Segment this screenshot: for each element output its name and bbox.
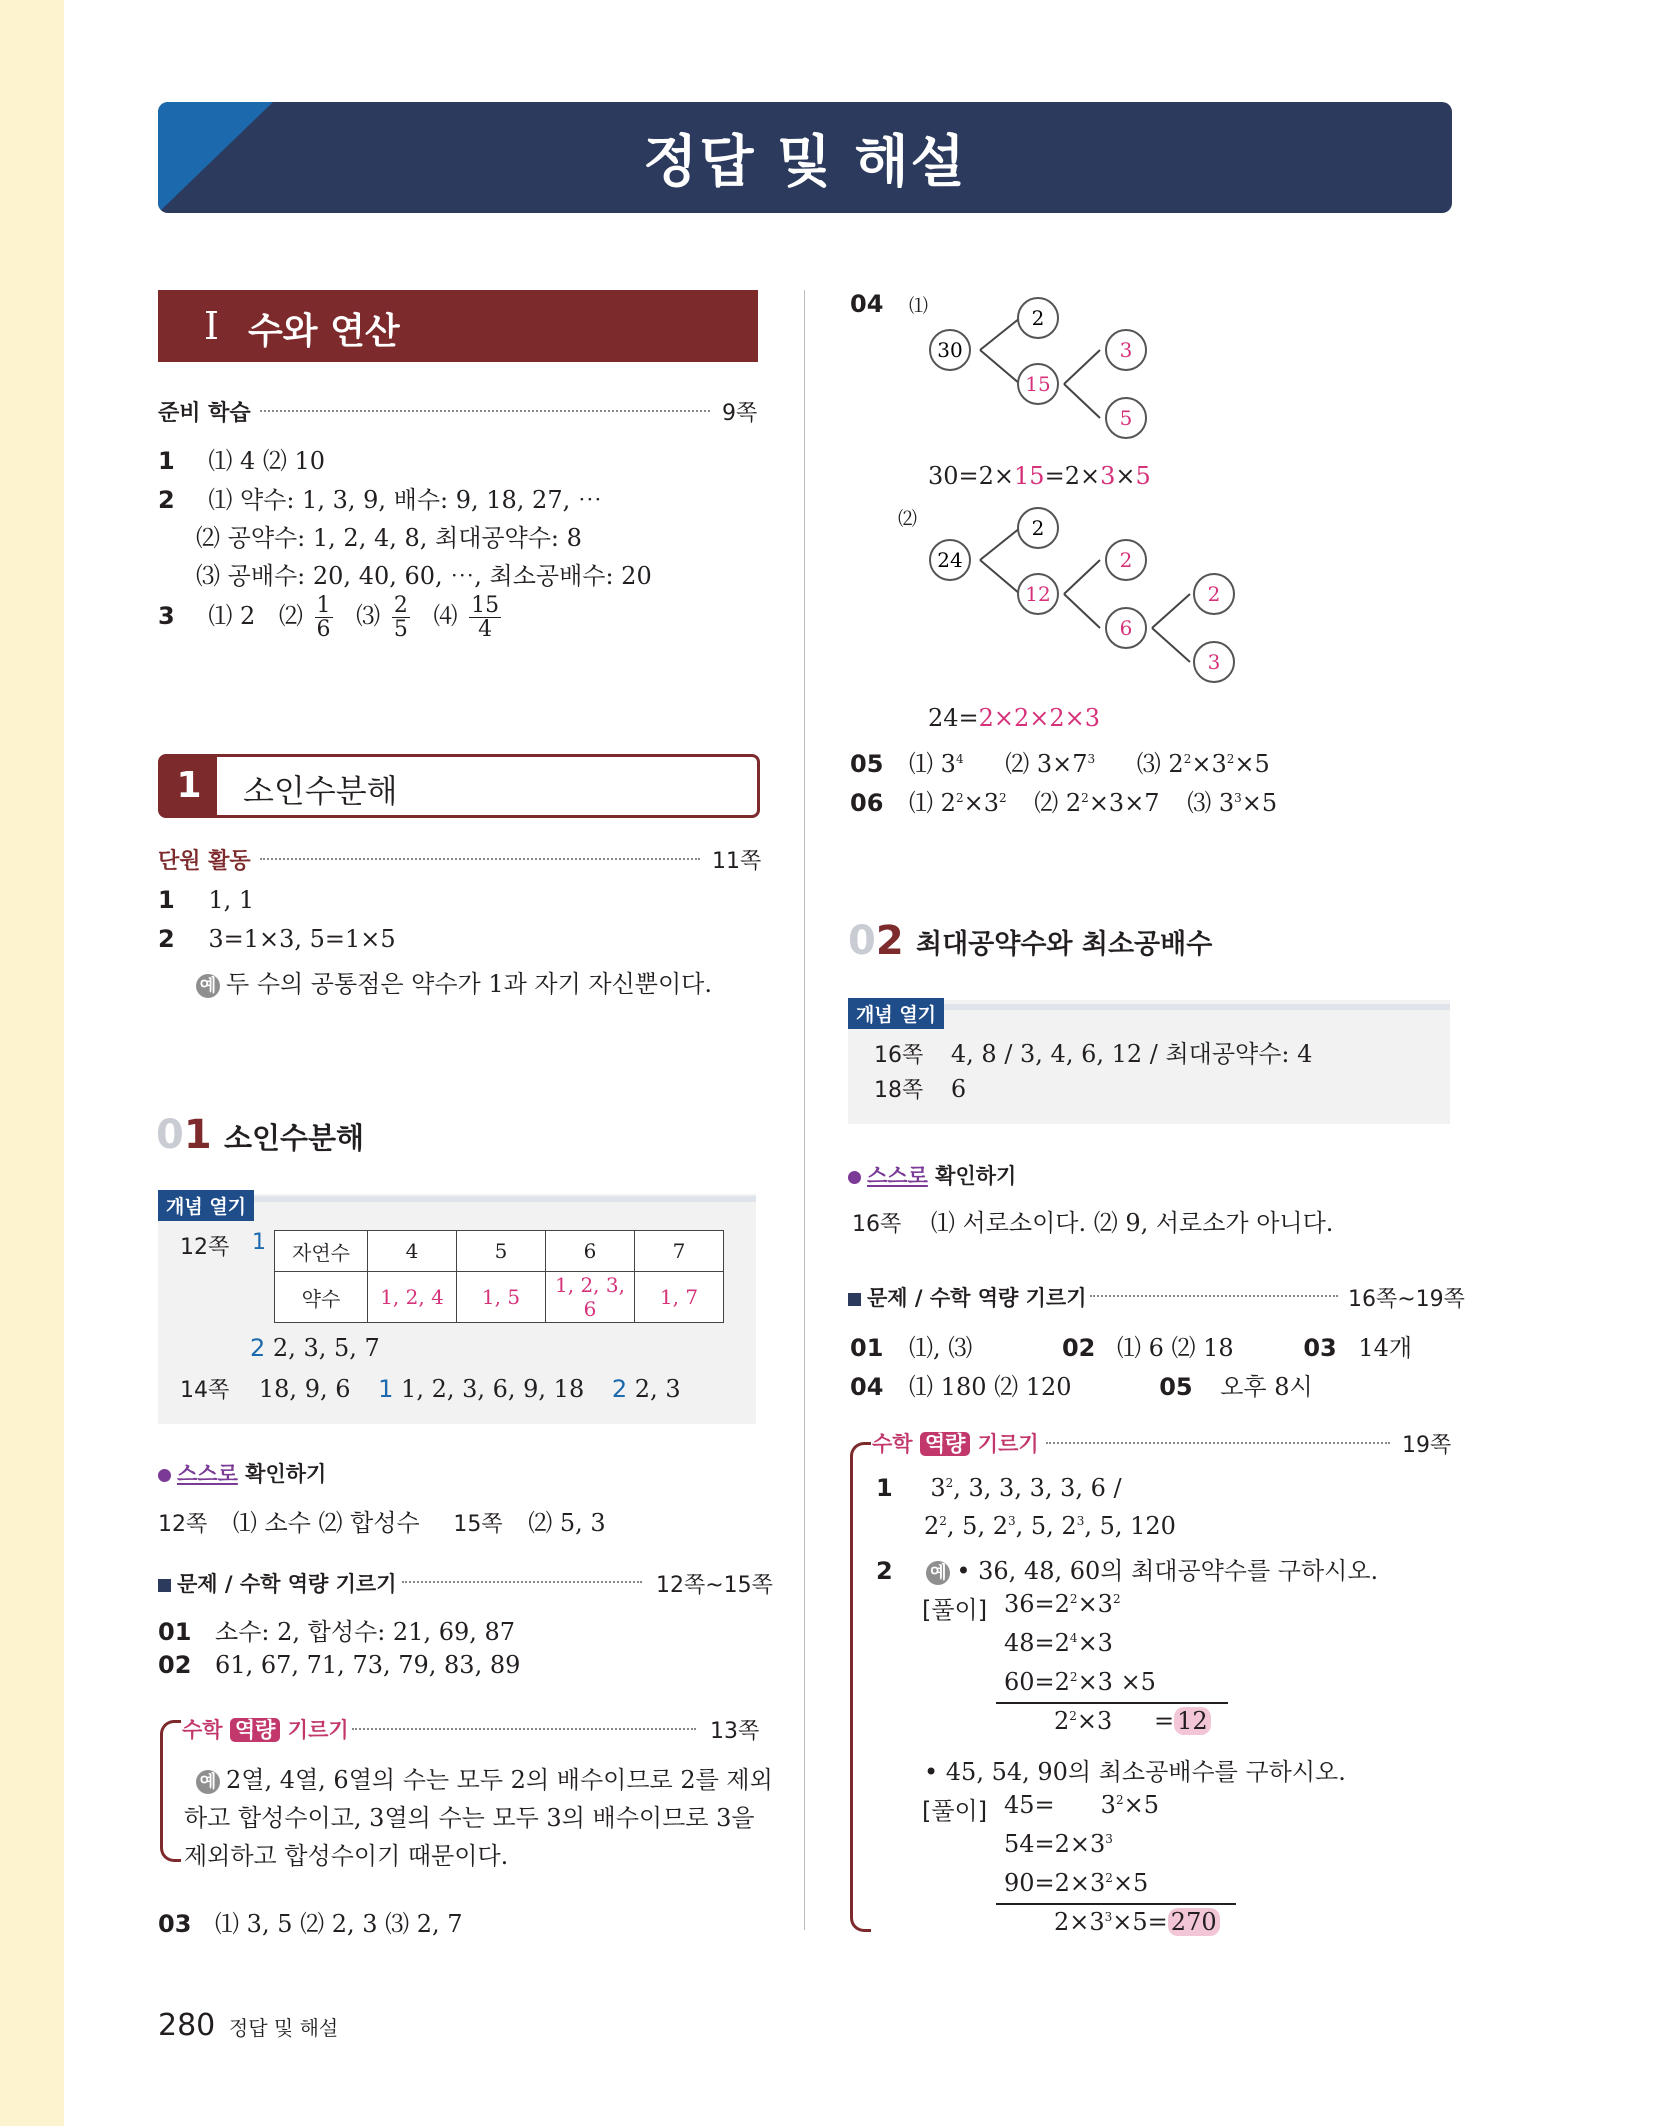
svg-text:6: 6 (1119, 616, 1133, 640)
square-bullet (158, 1579, 171, 1592)
svg-text:3: 3 (1207, 650, 1221, 674)
concept-tag: 개념 열기 (848, 998, 944, 1029)
fraction: $\frac{1}{6}$ (316, 593, 331, 643)
bullet-dot (158, 1469, 171, 1482)
answer-01: 01 소수: 2, 합성수: 21, 69, 87 (158, 1618, 516, 1646)
answer-04-label: 04 ⑴ (850, 290, 929, 318)
concept-item-1: 1 (252, 1230, 266, 1255)
prep-item-2c: ⑶ 공배수: 20, 40, 60, ⋯, 최소공배수: 20 (196, 562, 652, 590)
factor-tree-24 (900, 500, 1260, 690)
math-line-3: 제외하고 합성수이기 때문이다. (184, 1842, 509, 1870)
page-banner (158, 102, 1452, 213)
gcd-line-48: $48=2^4\times 3$ (1004, 1629, 1113, 1657)
math-answer-1a: 1 $3^2$, 3, 3, 3, 3, 6 / (876, 1474, 1122, 1502)
prep-page: 9쪽 (722, 401, 758, 426)
math-competency-page-02: 19쪽 (1402, 1433, 1452, 1458)
fraction: $\frac{15}{4}$ (471, 593, 500, 643)
unit-activity-page: 11쪽 (712, 849, 762, 874)
svg-text:3: 3 (1119, 338, 1133, 362)
math-answer-1b: $2^2$, 5, $2^3$, 5, $2^3$, 5, 120 (924, 1512, 1176, 1540)
gcd-result: $2^2\times 3 = 12$ (1054, 1707, 1211, 1735)
answer-04-part2: ⑵ (898, 508, 918, 530)
example-badge: 예 (196, 1770, 220, 1794)
chapter-title: 수와 연산 (248, 311, 400, 352)
problems-heading: 문제 / 수학 역량 기르기 (158, 1568, 397, 1598)
prep-item-3: 3 ⑴ 2 ⑵ $\frac{1}{6}$ ⑶ $\frac{2}{5}$ ⑷ $\frac{15}{4}$ (158, 593, 500, 643)
svg-text:15: 15 (1025, 372, 1051, 396)
activity-item-1: 1 1, 1 (158, 886, 255, 914)
section-02-number: 02 (848, 918, 904, 964)
section-01-title: 소인수분해 (224, 1121, 365, 1155)
gcd-line-36: $36=2^2\times 3^2$ (1004, 1590, 1121, 1618)
math-competency-heading-02: 수학 역량 기르기 (872, 1428, 1045, 1458)
gcd-rule (996, 1702, 1228, 1704)
section-01-number: 01 (156, 1112, 212, 1158)
page-title: 정답 및 해설 (643, 130, 967, 195)
leader-dots (1046, 1442, 1390, 1444)
svg-text:2: 2 (1207, 582, 1221, 606)
leader-dots (402, 1581, 642, 1583)
factor-tree-30 (900, 290, 1180, 450)
unit-header (158, 754, 760, 818)
answer-03: 03 ⑴ 3, 5 ⑵ 2, 3 ⑶ 2, 7 (158, 1910, 463, 1938)
leader-dots (260, 410, 710, 412)
unit-title: 소인수분해 (243, 772, 398, 810)
page-footer (158, 2008, 338, 2043)
self-check-line-02: 16쪽 ⑴ 서로소이다. ⑵ 9, 서로소가 아니다. (852, 1209, 1334, 1237)
lcm-rule (996, 1903, 1236, 1905)
answer-row-2: 04 ⑴ 180 ⑵ 120 05 오후 8시 (850, 1373, 1313, 1401)
prep-item-2: 2 ⑴ 약수: 1, 3, 9, 배수: 9, 18, 27, ⋯ (158, 486, 602, 514)
section-02-title: 최대공약수와 최소공배수 (916, 929, 1213, 960)
activity-item-2: 2 3=1×3, 5=1×5 (158, 925, 396, 953)
answer-02: 02 61, 67, 71, 73, 79, 83, 89 (158, 1651, 521, 1679)
concept-page-12: 12쪽 (180, 1235, 230, 1260)
factorization-30: 30=2×15=2×3×5 (928, 462, 1151, 490)
prep-item-2b: ⑵ 공약수: 1, 2, 4, 8, 최대공약수: 8 (196, 524, 582, 552)
footer-label: 정답 및 해설 (228, 2016, 339, 2040)
unit-activity-label: 단원 활동 (158, 849, 251, 874)
leader-dots (1090, 1295, 1338, 1297)
problems-heading-02: 문제 / 수학 역량 기르기 (848, 1282, 1087, 1312)
fraction: $\frac{2}{5}$ (393, 593, 408, 643)
chapter-header (158, 290, 758, 362)
page-number: 280 (158, 2008, 216, 2043)
solution-label-2: [풀이] (922, 1797, 988, 1825)
concept-page-16: 16쪽 4, 8 / 3, 4, 6, 12 / 최대공약수: 4 (874, 1040, 1313, 1068)
lcm-line-90: $90=2\times 3^2\times 5$ (1004, 1869, 1149, 1897)
chapter-number: Ⅰ (204, 304, 220, 348)
concept-page-14: 14쪽 18, 9, 6 1 1, 2, 3, 6, 9, 18 2 2, 3 (180, 1375, 681, 1403)
concept-item-2: 2 2, 3, 5, 7 (250, 1334, 380, 1362)
answer-row-1: 01 ⑴, ⑶ 02 ⑴ 6 ⑵ 18 03 14개 (850, 1334, 1413, 1362)
lcm-result: $2\times 3^3\times 5= 270$ (1054, 1908, 1220, 1936)
prep-item-1: 1 ⑴ 4 ⑵ 10 (158, 447, 326, 475)
svg-text:30: 30 (937, 338, 963, 362)
problems-page-02: 16쪽~19쪽 (1348, 1287, 1465, 1312)
problems-page: 12쪽~15쪽 (656, 1573, 773, 1598)
unit-number: 1 (161, 757, 217, 815)
bullet-dot (848, 1171, 861, 1184)
math-answer-2b: • 45, 54, 90의 최소공배수를 구하시오. (924, 1758, 1346, 1786)
svg-text:2: 2 (1031, 306, 1045, 330)
svg-text:24: 24 (937, 548, 963, 572)
svg-text:12: 12 (1025, 582, 1051, 606)
math-bracket-02 (850, 1442, 871, 1932)
self-check-heading-02: 스스로 확인하기 (848, 1160, 1016, 1190)
concept-page-18: 18쪽 6 (874, 1075, 967, 1103)
answer-06: 06 ⑴ $2^2\times 3^2$ ⑵ $2^2\times 3\times 7$ ⑶ $3^3\times 5$ (850, 789, 1278, 817)
lcm-line-45: $45= 3^2\times 5$ (1004, 1791, 1159, 1819)
page-edge-strip (0, 0, 64, 2126)
prep-label: 준비 학습 (158, 401, 251, 426)
factorization-24: 24=2×2×2×3 (928, 704, 1101, 732)
math-bracket (160, 1720, 181, 1862)
svg-text:2: 2 (1119, 548, 1133, 572)
svg-text:5: 5 (1119, 406, 1133, 430)
activity-example: 예 두 수의 공통점은 약수가 1과 자기 자신뿐이다. (196, 964, 712, 999)
leader-dots (352, 1728, 696, 1730)
math-line-1: 예 2열, 4열, 6열의 수는 모두 2의 배수이므로 2를 제외 (196, 1760, 773, 1795)
divisors-table: 자연수 4 5 6 7 약수 1, 2, 4 1, 5 1, 2, 3, 6 1, 7 (274, 1230, 724, 1323)
self-check-line: 12쪽 ⑴ 소수 ⑵ 합성수 15쪽 ⑵ 5, 3 (158, 1509, 606, 1537)
square-bullet (848, 1293, 861, 1306)
svg-text:2: 2 (1031, 516, 1045, 540)
column-divider (804, 290, 805, 1930)
example-badge: 예 (196, 974, 220, 998)
concept-tag: 개념 열기 (158, 1190, 254, 1221)
math-competency-heading: 수학 역량 기르기 (182, 1714, 355, 1744)
math-line-2: 하고 합성수이고, 3열의 수는 모두 3의 배수이므로 3을 (184, 1804, 755, 1832)
leader-dots (260, 858, 700, 860)
math-competency-page: 13쪽 (710, 1719, 760, 1744)
solution-label-1: [풀이] (922, 1596, 988, 1624)
answer-05: 05 ⑴ $3^4$ ⑵ $3\times 7^3$ ⑶ $2^2\times 3^2\times 5$ (850, 750, 1270, 778)
lcm-line-54: $54=2\times 3^3$ (1004, 1830, 1113, 1858)
math-answer-2: 2 예 • 36, 48, 60의 최대공약수를 구하시오. (876, 1557, 1379, 1585)
gcd-line-60: $60=2^2\times 3 \times 5$ (1004, 1668, 1156, 1696)
self-check-heading: 스스로 확인하기 (158, 1458, 326, 1488)
